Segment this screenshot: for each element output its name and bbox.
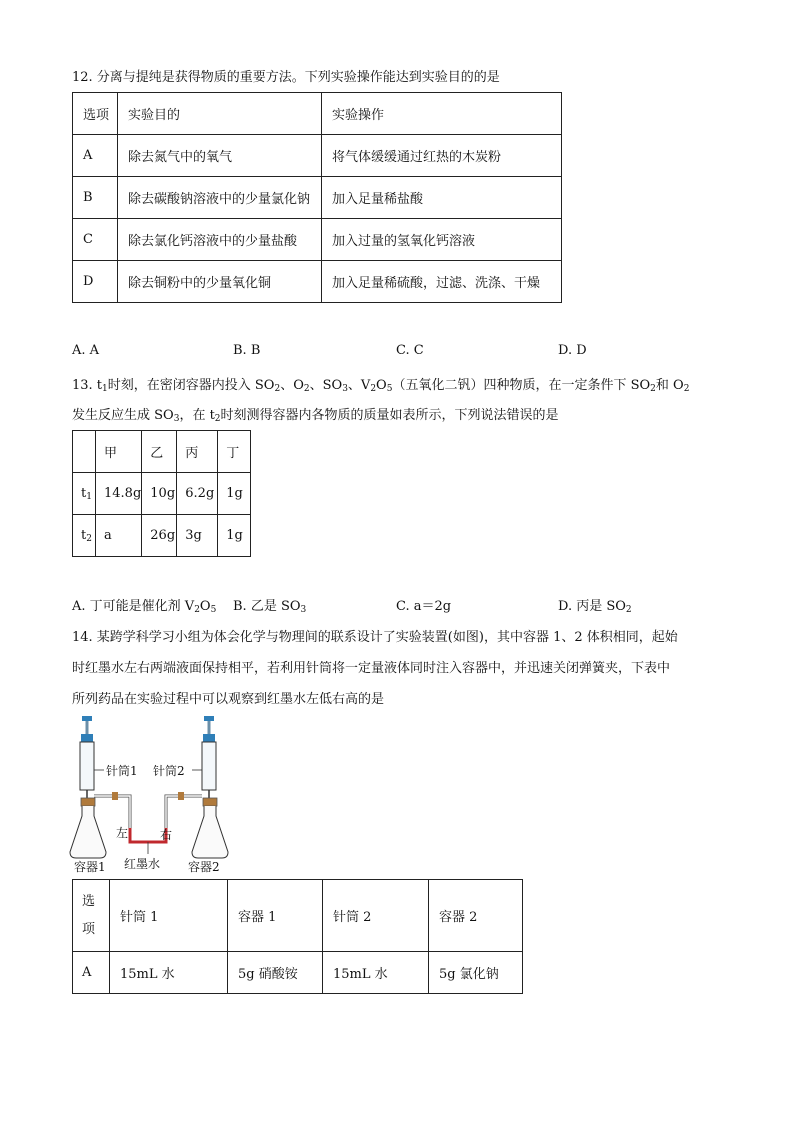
header-cell: 针筒 1: [110, 880, 228, 952]
cell: 15mL 水: [323, 952, 429, 994]
syringe-2-icon: [192, 716, 216, 798]
syringe-1-icon: [80, 716, 104, 798]
table-header-row: [73, 880, 523, 952]
header-cell: 丁: [218, 431, 251, 473]
flask-1-icon: [70, 798, 106, 858]
cell: 加入足量稀硫酸，过滤、洗涤、干燥: [322, 261, 562, 303]
cell: 10g: [142, 473, 177, 515]
cell: 1g: [218, 515, 251, 557]
q12-option-c: C. C: [396, 343, 424, 358]
header-cell: 容器 2: [429, 880, 523, 952]
flask-2-icon: [192, 798, 228, 858]
q13-option-b: B. 乙是 $SO_3$: [233, 599, 307, 615]
table-row: [73, 135, 562, 177]
cell: 除去碳酸钠溶液中的少量氯化钠: [118, 177, 322, 219]
table-row: [73, 515, 251, 557]
cell: 加入足量稀盐酸: [322, 177, 562, 219]
q13-option-a: A. 丁可能是催化剂 $V_2O_5$: [72, 599, 217, 615]
cell: 3g: [177, 515, 218, 557]
q12-option-a: A. A: [72, 343, 100, 358]
header-cell: 容器 1: [228, 880, 323, 952]
cell: 1g: [218, 473, 251, 515]
table-header-row: [73, 431, 251, 473]
header-cell: 针筒 2: [323, 880, 429, 952]
cell: 加入过量的氢氧化钙溶液: [322, 219, 562, 261]
u-tube-icon: [94, 792, 202, 854]
cell: 5g 氯化钠: [429, 952, 523, 994]
table-row: [73, 177, 562, 219]
syringe-1-label: 针筒1: [106, 764, 138, 778]
q14-stem-line3: 所列药品在实验过程中可以观察到红墨水左低右高的是: [72, 692, 385, 707]
right-label: 右: [160, 828, 173, 842]
header-cell: 乙: [142, 431, 177, 473]
header-cell: 实验操作: [322, 93, 562, 135]
cell: 将气体缓缓通过红热的木炭粉: [322, 135, 562, 177]
container-2-label: 容器2: [188, 860, 220, 874]
row-label: $t_2$: [73, 515, 96, 557]
cell: 除去氮气中的氧气: [118, 135, 322, 177]
row-label: $t_1$: [73, 473, 96, 515]
header-cell: [73, 431, 96, 473]
q13-option-d: D. 丙是 $SO_2$: [558, 599, 632, 615]
q13-option-c: C. a＝2g: [396, 599, 452, 614]
cell: C: [73, 219, 118, 261]
table-row: [73, 261, 562, 303]
cell: a: [96, 515, 142, 557]
cell: A: [73, 135, 118, 177]
cell: 除去氯化钙溶液中的少量盐酸: [118, 219, 322, 261]
q13-table: [72, 430, 251, 557]
cell: 14.8g: [96, 473, 142, 515]
q12-stem: 12. 分离与提纯是获得物质的重要方法。下列实验操作能达到实验目的的是: [72, 70, 500, 85]
cell: 5g 硝酸铵: [228, 952, 323, 994]
cell: A: [73, 952, 110, 994]
q13-stem-line2: 发生反应生成 $SO_3$，在 $t_2$时刻测得容器内各物质的质量如表所示，下列说法错误的是: [72, 408, 559, 424]
red-ink-label: 红墨水: [124, 857, 161, 871]
q12-table: [72, 92, 562, 303]
header-cell: 甲: [96, 431, 142, 473]
table-row: [73, 952, 523, 994]
q14-table: [72, 879, 523, 994]
cell: 15mL 水: [110, 952, 228, 994]
cell: 26g: [142, 515, 177, 557]
left-label: 左: [116, 826, 129, 840]
header-cell: 丙: [177, 431, 218, 473]
syringe-2-label: 针筒2: [153, 764, 185, 778]
header-cell: 选 项: [73, 880, 110, 952]
cell: 除去铜粉中的少量氧化铜: [118, 261, 322, 303]
q12-option-b: B. B: [233, 343, 261, 358]
q14-stem-line2: 时红墨水左右两端液面保持相平，若利用针筒将一定量液体同时注入容器中，并迅速关闭弹簧夹，下表中: [72, 661, 671, 676]
q12-option-d: D. D: [558, 343, 587, 358]
apparatus-figure: [68, 712, 238, 876]
table-header-row: [73, 93, 562, 135]
q14-stem-line1: 14. 某跨学科学习小组为体会化学与物理间的联系设计了实验装置(如图)，其中容器 1、2 体积相同，起始: [72, 630, 678, 645]
container-1-label: 容器1: [74, 860, 106, 874]
header-cell: 选项: [73, 93, 118, 135]
header-cell: 实验目的: [118, 93, 322, 135]
cell: 6.2g: [177, 473, 218, 515]
cell: D: [73, 261, 118, 303]
table-row: [73, 473, 251, 515]
cell: B: [73, 177, 118, 219]
q13-stem-line1: 13. $t_1$时刻，在密闭容器内投入 $SO_2$、$O_2$、$SO_3$、$V_2O_5$（五氧化二钒）四种物质，在一定条件下 $SO_2$和 $O_2$: [72, 378, 690, 394]
table-row: [73, 219, 562, 261]
